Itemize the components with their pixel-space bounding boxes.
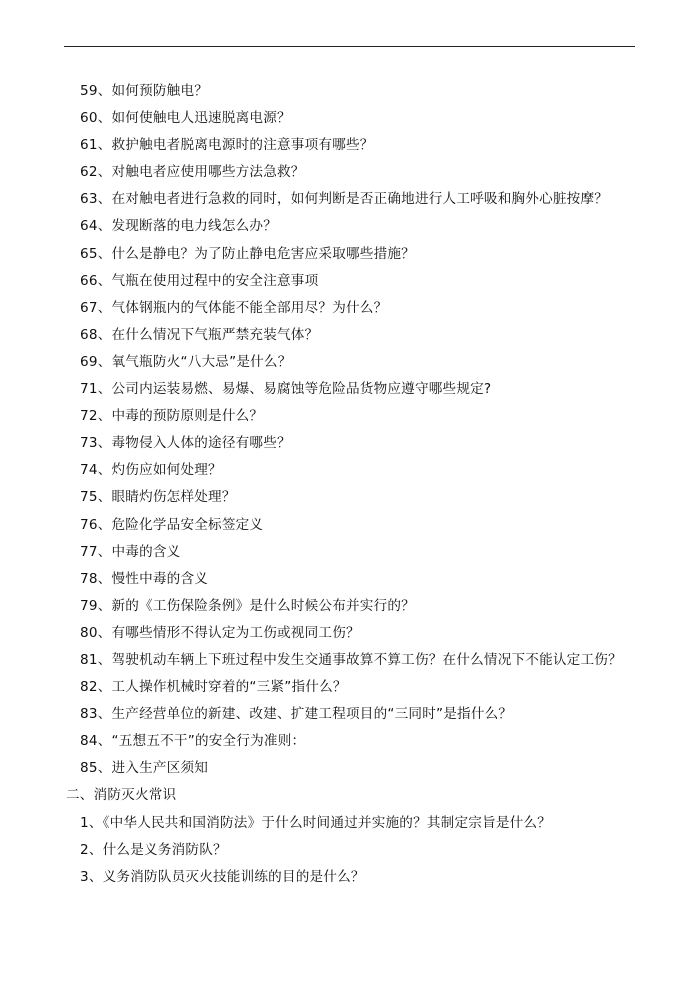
question-68: 68、在什么情况下气瓶严禁充装气体？ — [80, 326, 319, 343]
question-84: 84、“五想五不干”的安全行为准则： — [80, 733, 306, 750]
fire-question-1: 1、《中华人民共和国消防法》于什么时间通过并实施的？其制定宗旨是什么？ — [80, 814, 552, 831]
question-85: 85、进入生产区须知 — [80, 760, 209, 777]
question-66: 66、气瓶在使用过程中的安全注意事项 — [80, 272, 319, 289]
question-69: 69、氧气瓶防火“八大忌”是什么？ — [80, 353, 292, 370]
section-heading: 二、消防灭火常识 — [66, 787, 177, 804]
question-72: 72、中毒的预防原则是什么？ — [80, 408, 264, 425]
question-73: 73、毒物侵入人体的途径有哪些？ — [80, 435, 291, 452]
question-82: 82、工人操作机械时穿着的“三紧”指什么？ — [80, 679, 347, 696]
question-81: 81、驾驶机动车辆上下班过程中发生交通事故算不算工伤？在什么情况下不能认定工伤？ — [80, 651, 622, 668]
question-83: 83、生产经营单位的新建、改建、扩建工程项目的“三同时”是指什么？ — [80, 706, 513, 723]
question-76: 76、危险化学品安全标签定义 — [80, 516, 264, 533]
document-body — [0, 78, 700, 891]
question-78: 78、慢性中毒的含义 — [80, 570, 209, 587]
fire-question-3: 3、义务消防队员灭火技能训练的目的是什么？ — [80, 868, 365, 885]
question-63: 63、在对触电者进行急救的同时，如何判断是否正确地进行人工呼吸和胸外心脏按摩？ — [80, 191, 609, 208]
fire-question-2: 2、什么是义务消防队？ — [80, 841, 227, 858]
question-71: 71、公司内运装易燃、易爆、易腐蚀等危险品货物应遵守哪些规定? — [80, 381, 492, 398]
question-61: 61、救护触电者脱离电源时的注意事项有哪些？ — [80, 137, 374, 154]
question-65: 65、什么是静电？为了防止静电危害应采取哪些措施？ — [80, 245, 415, 262]
question-62: 62、对触电者应使用哪些方法急救？ — [80, 164, 305, 181]
question-79: 79、新的《工伤保险条例》是什么时候公布并实行的？ — [80, 597, 415, 614]
question-74: 74、灼伤应如何处理？ — [80, 462, 222, 479]
question-67: 67、气体钢瓶内的气体能不能全部用尽？为什么？ — [80, 299, 388, 316]
question-64: 64、发现断落的电力线怎么办？ — [80, 218, 278, 235]
header-rule — [64, 46, 635, 47]
question-77: 77、中毒的含义 — [80, 543, 181, 560]
question-60: 60、如何使触电人迅速脱离电源？ — [80, 110, 291, 127]
question-59: 59、如何预防触电？ — [80, 83, 209, 99]
question-80: 80、有哪些情形不得认定为工伤或视同工伤？ — [80, 624, 360, 641]
question-75: 75、眼睛灼伤怎样处理？ — [80, 489, 236, 506]
